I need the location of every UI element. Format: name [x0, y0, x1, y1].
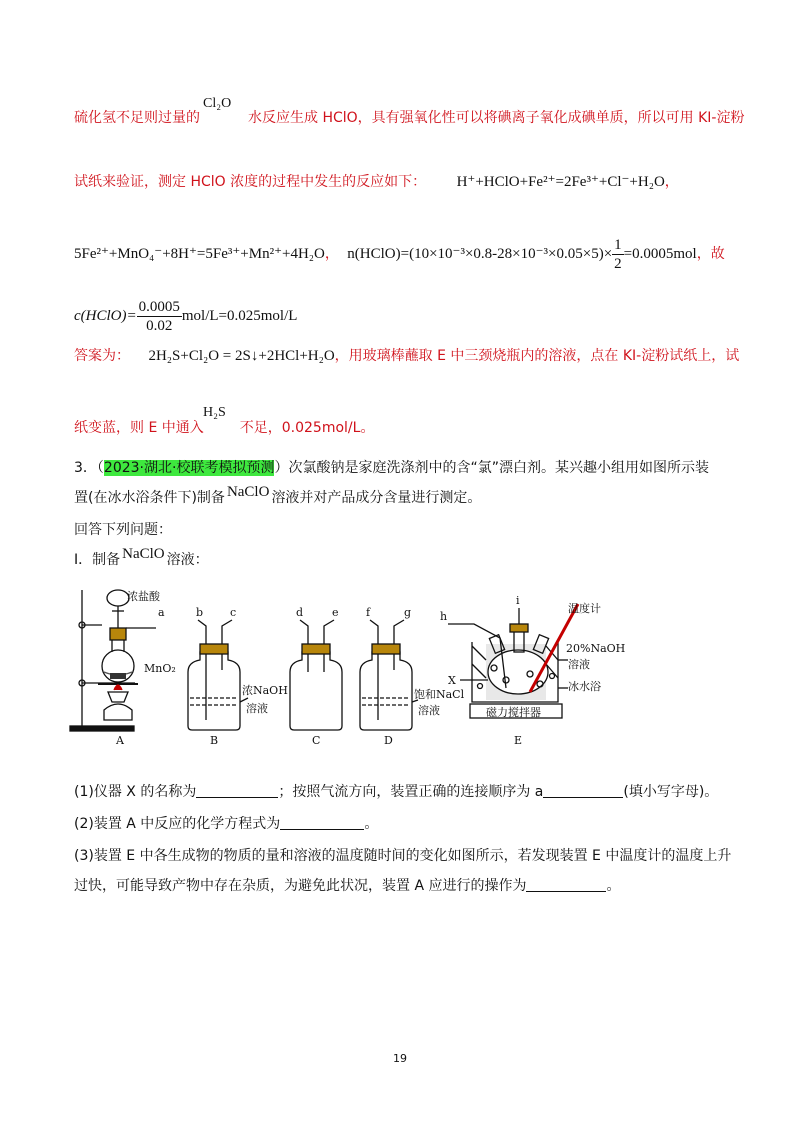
question-3-line-2	[74, 484, 482, 508]
label-E: E	[514, 734, 523, 747]
cl2o-formula: Cl₂O	[203, 96, 232, 111]
sub-question-3-line-1	[74, 846, 731, 866]
text: 。	[606, 878, 621, 894]
denominator: 2	[614, 256, 622, 272]
source-tag: 2023·湖北·校联考模拟预测	[103, 460, 275, 476]
text: 溶液并对产品成分含量进行测定。	[271, 490, 482, 506]
label-d: d	[296, 606, 304, 619]
apparatus-c	[290, 620, 342, 730]
text: (2)装置 A 中反应的化学方程式为	[74, 816, 281, 832]
text: c(HClO)=	[74, 307, 137, 324]
text: (3)装置 E 中各生成物的物质的量和溶液的温度随时间的变化如图所示，若发现装置 E 中温度计的温度上升	[74, 848, 732, 864]
label-naoh-20: 20%NaOH	[566, 642, 626, 655]
concentration-calc	[74, 299, 298, 334]
label-C: C	[312, 734, 321, 747]
label-conc-hcl: 浓盐酸	[127, 590, 160, 603]
h2s-formula: H₂S	[203, 405, 226, 420]
fraction-half	[612, 236, 624, 273]
question-3-line-3	[74, 520, 172, 540]
label-stirrer: 磁力搅拌器	[486, 706, 541, 719]
answer-blank[interactable]	[196, 783, 278, 798]
text: (填小写字母)。	[623, 784, 719, 800]
text: =0.025mol/L	[218, 307, 298, 324]
label-c: c	[230, 606, 237, 619]
question-3-line-4	[74, 546, 209, 570]
numerator: 1	[614, 237, 622, 253]
text: ，用玻璃棒蘸取 E 中三颈烧瓶内的溶液，点在 KI-淀粉试纸上，试	[334, 348, 740, 364]
label-X: X	[448, 674, 456, 687]
label-D: D	[384, 734, 393, 747]
label-g: g	[404, 606, 412, 619]
apparatus-d	[360, 620, 418, 730]
label-f: f	[366, 606, 371, 619]
answer-blank[interactable]	[526, 877, 606, 892]
equation-h2s-cl2o: 2H₂S+Cl₂O = 2S↓+2HCl+H₂O	[148, 348, 335, 364]
label-a: a	[158, 606, 165, 619]
question-3-line-1	[74, 458, 709, 478]
text: n(HClO)=(10×10⁻³×0.8-28×10⁻³×0.05×5)×	[347, 245, 613, 262]
answer-blank[interactable]	[280, 815, 364, 830]
page-number: 19	[393, 1052, 407, 1065]
label-e: e	[332, 606, 339, 619]
label-ice-bath: 冰水浴	[568, 680, 601, 693]
text: Ⅰ．制备	[74, 552, 121, 568]
label-h: h	[440, 610, 448, 623]
text: 溶液：	[166, 552, 209, 568]
label-i: i	[516, 594, 520, 607]
label-naoh: 浓NaOH	[242, 684, 288, 697]
apparatus-a	[70, 590, 156, 731]
label-nacl: 饱和NaCl	[414, 688, 465, 701]
equation-hclo-fe: H⁺+HClO+Fe²⁺=2Fe³⁺+Cl⁻+H₂O	[456, 174, 665, 190]
naclo-formula: NaClO	[226, 484, 270, 500]
equation-mno4: 5Fe²⁺+MnO₄⁻+8H⁺=5Fe³⁺+Mn²⁺+4H₂O	[74, 245, 325, 262]
text: =0.0005mol	[623, 245, 697, 262]
naclo-formula: NaClO	[122, 546, 165, 562]
text: 置(在冰水浴条件下)制备	[74, 490, 225, 506]
text: 硫化氢不足则过量的	[74, 110, 200, 126]
label-thermometer: 温度计	[568, 602, 601, 615]
answer-line-4	[74, 298, 297, 335]
text: 。	[364, 816, 379, 832]
text: 答案为：	[74, 348, 130, 364]
text: 试纸来验证，测定 HClO 浓度的过程中发生的反应如下：	[74, 174, 427, 190]
text: 纸变蓝，则 E 中通入	[74, 420, 204, 436]
sub-question-2	[74, 814, 378, 834]
text: 过快，可能导致产物中存在杂质，为避免此状况，装置 A 应进行的操作为	[74, 878, 527, 894]
numerator: 0.0005	[138, 299, 180, 315]
text: ）次氯酸钠是家庭洗涤剂中的含“氯”漂白剂。某兴趣小组用如图所示装	[274, 460, 709, 476]
label-mno2: MnO₂	[144, 662, 176, 675]
answer-line-2	[74, 172, 679, 192]
denominator: 0.02	[146, 318, 173, 334]
label-naoh-20-solution: 溶液	[568, 658, 590, 671]
sub-question-3-line-2	[74, 876, 620, 896]
answer-line-1	[74, 108, 744, 128]
label-A: A	[116, 734, 124, 747]
label-naoh-solution: 溶液	[246, 702, 268, 715]
text: 回答下列问题：	[74, 522, 172, 538]
fraction-concentration	[137, 298, 182, 335]
label-B: B	[210, 734, 219, 747]
question-number: 3．（	[74, 460, 104, 476]
text: ，	[324, 245, 339, 262]
answer-line-5	[74, 346, 739, 366]
text: 不足，0.025mol/L。	[239, 420, 375, 436]
answer-line-6	[74, 418, 374, 438]
apparatus-figure	[60, 580, 700, 750]
answer-line-3	[74, 236, 725, 273]
answer-blank[interactable]	[543, 783, 623, 798]
text: ，	[664, 174, 679, 190]
sub-question-1	[74, 782, 718, 802]
apparatus-b	[188, 620, 248, 730]
text: ，故	[696, 245, 725, 262]
text: mol/L	[181, 307, 219, 324]
label-nacl-solution: 溶液	[418, 704, 440, 717]
text: ；按照气流方向，装置正确的连接顺序为 a	[278, 784, 544, 800]
label-b: b	[196, 606, 204, 619]
text: (1)仪器 X 的名称为	[74, 784, 197, 800]
apparatus-e	[448, 604, 578, 718]
n-hclo-calc	[347, 237, 697, 272]
text: 水反应生成 HClO，具有强氧化性可以将碘离子氧化成碘单质，所以可用 KI-淀粉	[248, 110, 745, 126]
